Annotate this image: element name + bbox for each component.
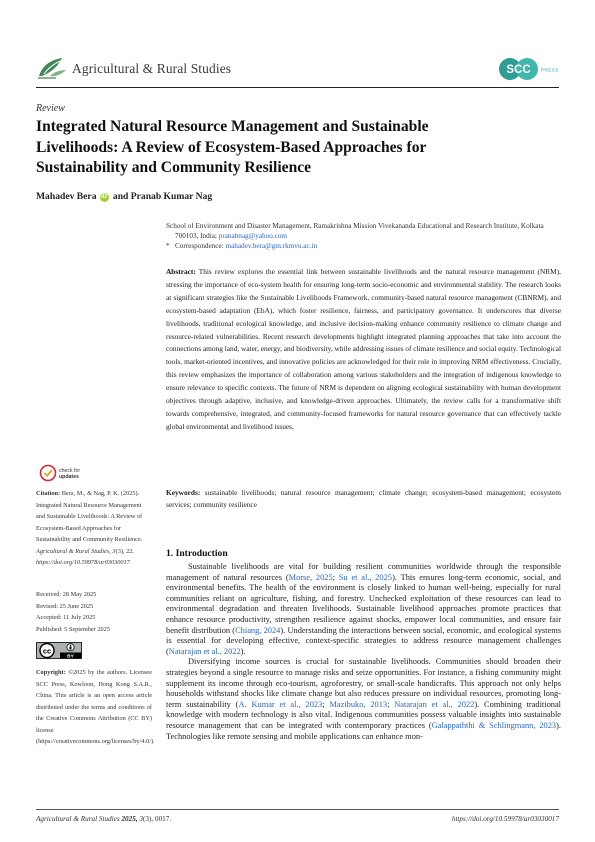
article-title: Integrated Natural Resource Management and Sustainable Livelihoods: A Review of Ecosystem-Based Approaches for Sustainability and Community Resilience [36, 118, 429, 176]
keywords [166, 487, 561, 510]
citation-issue: (3), 22. [115, 547, 134, 555]
correspondence-label: Correspondence: [174, 242, 224, 250]
author-list [36, 191, 212, 202]
keywords-text: sustainable livelihoods; natural resource management; climate change; ecosystem-based management; ecosystem services; community resilience [166, 488, 561, 509]
cc-text: cc [42, 646, 52, 656]
text-run: ; [322, 699, 330, 709]
orcid-icon[interactable]: iD [101, 194, 107, 200]
paragraph [166, 657, 561, 742]
text-run: ). Technologies like remote sensing and mobile applications can enhance mon- [166, 720, 561, 741]
check-updates-icon [39, 463, 87, 483]
check-updates-text-2: updates [59, 474, 79, 480]
publication-dates [36, 589, 152, 635]
article-type: Review [36, 103, 65, 114]
journal-leaf-logo-icon [36, 52, 68, 80]
footer-year: 2025, [121, 815, 138, 823]
cc-by-icon [36, 642, 82, 659]
abstract [166, 266, 561, 434]
section-heading: 1. Introduction [166, 548, 228, 559]
abstract-text: This review explores the essential link between sustainable livelihoods and the natural resource management (NRM), stressing the importance of eco-system health for ensuring long-term socio-economic and environmental stability. The research looks at significant strategies like the Sustainable Livelihoods Framework, community-based natural resource management (CBNRM), and ecosystem-based adaptation (EbA), which foster resilience, fairness, and participatory governance. It underscores that diverse livelihoods, traditional ecological knowledge, and inclusive decision-making enhance community resilience to climate change and resource-related vulnerabilities. Recent research developments highlight integrated planning approaches that take into account the connections among land, water, energy, and biodiversity, while addressing issues of climate resilience and social equity. Technological tools, market-oriented incentives, and innovative policies are acknowledged for their role in improving NRM effectiveness. Crucially, this review emphasizes the importance of collaboration among various stakeholders and the integration of indigenous knowledge to ensure relevance to specific contexts. The future of NRM is dependent on aligning ecological sustainability with human development objectives through adaptive, inclusive, and knowledge-driven approaches. Ultimately, the review calls for a transformative shift towards comprehensive, integrated, and community-focused frameworks for natural resource governance that can effectively tackle global environmental and livelihood issues. [166, 267, 561, 431]
scc-logo-icon [497, 56, 561, 82]
text-run: ; [332, 572, 339, 582]
paragraph [166, 562, 561, 657]
author-name[interactable]: and Pranab Kumar Nag [112, 191, 213, 202]
citation-link[interactable]: Su et al., 2025 [338, 572, 393, 582]
citation-link[interactable]: Mazibuko, 2013 [329, 699, 388, 709]
header-divider [36, 87, 559, 88]
footer-volume: 3 [139, 815, 144, 823]
citation-text: Bera, M., & Nag, P. K. (2025). Integrated Natural Resource Management and Sustainable Livelihoods: A Review of Ecosystem-Based Approaches for Sustainability and Community Resilience. [36, 490, 143, 543]
date-revised: Revised: 25 June 2025 [36, 602, 94, 610]
citation-doi[interactable]: https://doi.org/10.59978/ar03030017 [36, 559, 130, 566]
date-accepted: Accepted: 11 July 2025 [36, 614, 96, 622]
correspondence-marker: * [166, 242, 170, 250]
footer-divider [36, 809, 559, 810]
text-run: Sustainable livelihoods are vital for building resilient communities worldwide through the responsible management of natural resources ( [166, 562, 561, 582]
keywords-label: Keywords: [166, 488, 201, 497]
citation-journal: Agricultural & Rural Studies, 3 [36, 547, 116, 555]
text-run: ; [387, 699, 395, 709]
citation-link[interactable]: Natarajan et al., 2022 [168, 646, 241, 656]
date-received: Received: 28 May 2025 [36, 591, 97, 598]
check-for-updates-button[interactable] [39, 463, 87, 483]
scc-logo-text: SCC [506, 64, 531, 77]
citation-link[interactable]: Galappaththi & Schlingmann, 2023 [431, 720, 557, 730]
correspondence [166, 242, 317, 250]
footer-issue: (3), 0017. [143, 815, 172, 823]
author-name[interactable]: Mahadev Bera [36, 191, 97, 202]
scc-logo-subtext: PRESS [541, 67, 559, 73]
text-run: ). Combining traditional knowledge with modern technology is also vital. Indigenous communities possess valuable insights into sustainable resource management that can be integrated with contemporary practices ( [166, 699, 562, 730]
text-run: ). Understanding the interactions between social, economic, and ecological systems is essential for developing effective, context-specific strategies to address resource management challenges ( [166, 625, 561, 656]
journal-name: Agricultural & Rural Studies [72, 61, 232, 76]
copyright-label: Copyright: [36, 669, 66, 676]
footer-doi-link[interactable]: https://doi.org/10.59978/ar03030017 [451, 815, 559, 823]
affiliation [166, 222, 561, 241]
footer-journal: Agricultural & Rural Studies [36, 815, 120, 823]
citation-link[interactable]: Morse, 2025 [288, 572, 333, 582]
citation-link[interactable]: A. Kumar et al., 2023 [238, 699, 323, 709]
abstract-label: Abstract: [166, 267, 196, 276]
text-run: ). [240, 646, 246, 656]
correspondence-email-link[interactable]: mahadev.bera@gm.rkmvu.ac.in [225, 242, 318, 250]
scc-press-logo [497, 56, 561, 82]
footer-citation [36, 815, 171, 823]
author-email-link[interactable]: pranabnag@yahoo.com [218, 231, 288, 240]
check-updates-text-1: check for [59, 468, 81, 474]
text-run: Diversifying income sources is crucial for sustainable livelihoods. Communities should broaden their strategies beyond a single resource to manage risks and seize opportunities. For instance, a fishing community might supplement its income through eco-tourism, agroforestry, or small-scale handicrafts. This approach not only helps households withstand shocks like climate change but also reduces pressure on individual resources, promoting long-term sustainability ( [166, 657, 561, 709]
cc-by-license-badge[interactable] [36, 642, 82, 659]
affiliation-text: School of Environment and Disaster Management, Ramakrishna Mission Vivekananda Educational and Research Institute, Kolkata 700103, India; [166, 222, 544, 240]
cc-by-text: BY [67, 654, 74, 659]
citation-link[interactable]: Chiang, 2024 [235, 625, 281, 635]
text-run: ). This ensures long-term economic, social, and environmental benefits. The health of the environment is closely linked to human well-being, especially for rural communities reliant on agriculture, fishing, and forestry. Unchecked exploitation of these resources can lead to environmental degradation and threaten livelihoods. Sustainable livelihood approaches promote practices that enhance resource productivity, strengthen resilience against shocks, empower local communities, and ensure fair benefit distribution ( [166, 572, 561, 635]
copyright-block [36, 667, 155, 748]
body-text [166, 562, 561, 742]
citation-label: Citation: [36, 490, 61, 497]
citation-block [36, 488, 152, 569]
copyright-text: ©2025 by the authors. Licensee SCC Press, Kowloon, Hong Kong S.A.R., China. This article is an open access article distributed under the terms and conditions of the Creative Commons Attribution (CC BY) license (https://creativecommons.org/licenses/by/4.0/). [36, 669, 155, 745]
citation-link[interactable]: Natarajan et al., 2022 [394, 699, 475, 709]
date-published: Published: 5 September 2025 [36, 625, 110, 633]
